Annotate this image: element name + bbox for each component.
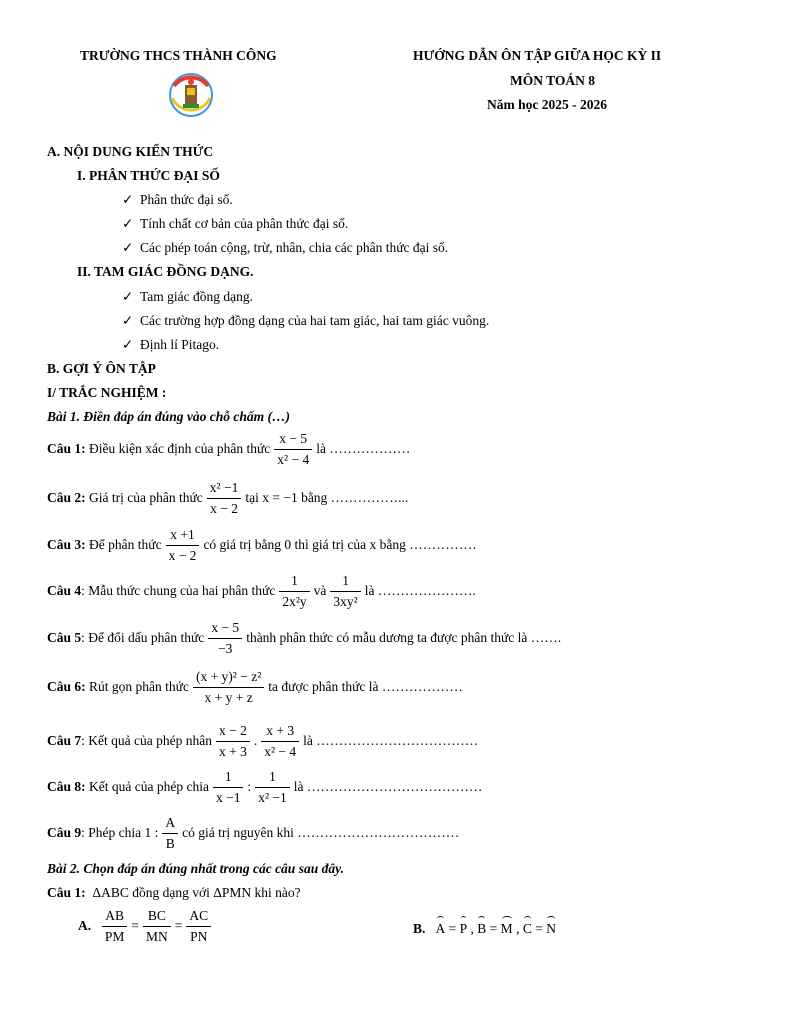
exercise-1-heading: Bài 1. Điền đáp án đúng vào chỗ chấm (…) <box>47 409 291 424</box>
question-1: Câu 1: Điều kiện xác định của phân thức $\frac{x - 5}{\text{x² − 4}}$ là ……………… <box>47 431 411 467</box>
list-item: ✓ Tính chất cơ bản của phân thức đại số. <box>122 216 349 231</box>
list-item: ✓ Tam giác đồng dạng. <box>122 289 254 304</box>
list-item: ✓ Các trường hợp đồng dạng của hai tam giác, hai tam giác vuông. <box>122 313 490 328</box>
option-b: B. A = P , B = M , C = N <box>413 921 556 936</box>
fraction: $\frac{x +1}{x - 2}$ <box>166 528 200 562</box>
fraction: $\frac{1}{x -1}$ <box>213 770 244 804</box>
angle-m: M <box>500 921 513 936</box>
fraction: $\frac{AC}{PN}$ <box>186 909 211 943</box>
question-8: Câu 8: Kết quả của phép chia $\frac{1}{x -1}$ : $\frac{1}{\text{x² −1}}$ là ………………………………… <box>47 769 483 805</box>
question-5: Câu 5 : Để đổi dấu phân thức $\frac{x - 5}{-3}$ thành phân thức có mẫu dương ta được phân thức là ……. <box>47 620 562 656</box>
check-icon: ✓ <box>122 337 134 352</box>
fraction: $\frac{1}{\text{x² −1}}$ <box>255 770 290 804</box>
fraction: $\frac{\text{x² −1}}{x - 2}$ <box>207 481 242 515</box>
list-item: ✓ Phân thức đại số. <box>122 192 233 207</box>
angle-b: B <box>477 921 487 936</box>
fraction: $\frac{x - 5}{\text{x² − 4}}$ <box>274 432 312 466</box>
check-icon: ✓ <box>122 313 134 328</box>
exercise-2-heading: Bài 2. Chọn đáp án đúng nhất trong các câu sau đây. <box>47 861 344 876</box>
fraction: $\frac{AB}{PM}$ <box>102 909 128 943</box>
subject-label: MÔN TOÁN 8 <box>510 73 596 88</box>
fraction: $\frac{x - 5}{-3}$ <box>208 621 242 655</box>
option-a: A. $\frac{AB}{PM}$ = $\frac{BC}{MN}$ = $\frac{AC}{PN}$ <box>78 909 215 943</box>
question-9: Câu 9 : Phép chia 1 : $\frac{A}{B}$ có giá trị nguyên khi ……………………………… <box>47 815 460 851</box>
check-icon: ✓ <box>122 216 134 231</box>
angle-c: C <box>522 921 532 936</box>
fraction: $\frac{1}{\text{2x²y}}$ <box>279 574 309 608</box>
angle-a: A <box>435 921 446 936</box>
multiple-choice-heading: I/ TRẮC NGHIỆM : <box>47 385 167 400</box>
question-4: Câu 4 : Mẫu thức chung của hai phân thức $\frac{1}{\text{2x²y}}$ và $\frac{1}{\text{3xy²}}$ là …………………. <box>47 573 476 609</box>
school-name: TRƯỜNG THCS THÀNH CÔNG <box>80 48 277 63</box>
check-icon: ✓ <box>122 289 134 304</box>
list-item: ✓ Định lí Pitago. <box>122 337 220 352</box>
fraction: $\frac{BC}{MN}$ <box>143 909 171 943</box>
school-year: Năm học 2025 - 2026 <box>487 97 607 112</box>
fraction: $\frac{x + 3}{\text{x² − 4}}$ <box>261 724 299 758</box>
document-title: HƯỚNG DẪN ÔN TẬP GIỮA HỌC KỲ II <box>413 48 662 63</box>
question-3: Câu 3: Để phân thức $\frac{x +1}{x - 2}$ có giá trị bằng 0 thì giá trị của x bằng …………… <box>47 527 477 563</box>
part-1-heading: I. PHÂN THỨC ĐẠI SỐ <box>77 168 220 183</box>
section-b-heading: B. GỢI Ý ÔN TẬP <box>47 361 156 376</box>
school-logo-icon <box>168 72 214 118</box>
check-icon: ✓ <box>122 240 134 255</box>
exercise-2-question-1: Câu 1: ΔABC đồng dạng với ΔPMN khi nào? <box>47 885 301 900</box>
fraction: $\frac{1}{\text{3xy²}}$ <box>330 574 360 608</box>
fraction: $\frac{A}{B}$ <box>162 816 178 850</box>
fraction: $\frac{\text{(x + y)² − z²}}{x + y + z}$ <box>193 670 264 704</box>
question-6: Câu 6: Rút gọn phân thức $\frac{\text{(x + y)² − z²}}{x + y + z}$ ta được phân thức là ……………… <box>47 669 463 705</box>
angle-n: N <box>546 921 556 936</box>
check-icon: ✓ <box>122 192 134 207</box>
question-7: Câu 7 : Kết quả của phép nhân $\frac{x - 2}{x + 3}$ . $\frac{x + 3}{\text{x² − 4}}$ là ……………………………… <box>47 723 479 759</box>
part-2-heading: II. TAM GIÁC ĐỒNG DẠNG. <box>77 264 254 279</box>
question-2: Câu 2: Giá trị của phân thức $\frac{\text{x² −1}}{x - 2}$ tại x = −1 bằng ……………... <box>47 480 409 516</box>
fraction: $\frac{x - 2}{x + 3}$ <box>216 724 250 758</box>
section-a-heading: A. NỘI DUNG KIẾN THỨC <box>47 144 214 159</box>
angle-p: P <box>459 921 468 936</box>
list-item: ✓ Các phép toán cộng, trừ, nhân, chia các phân thức đại số. <box>122 240 449 255</box>
